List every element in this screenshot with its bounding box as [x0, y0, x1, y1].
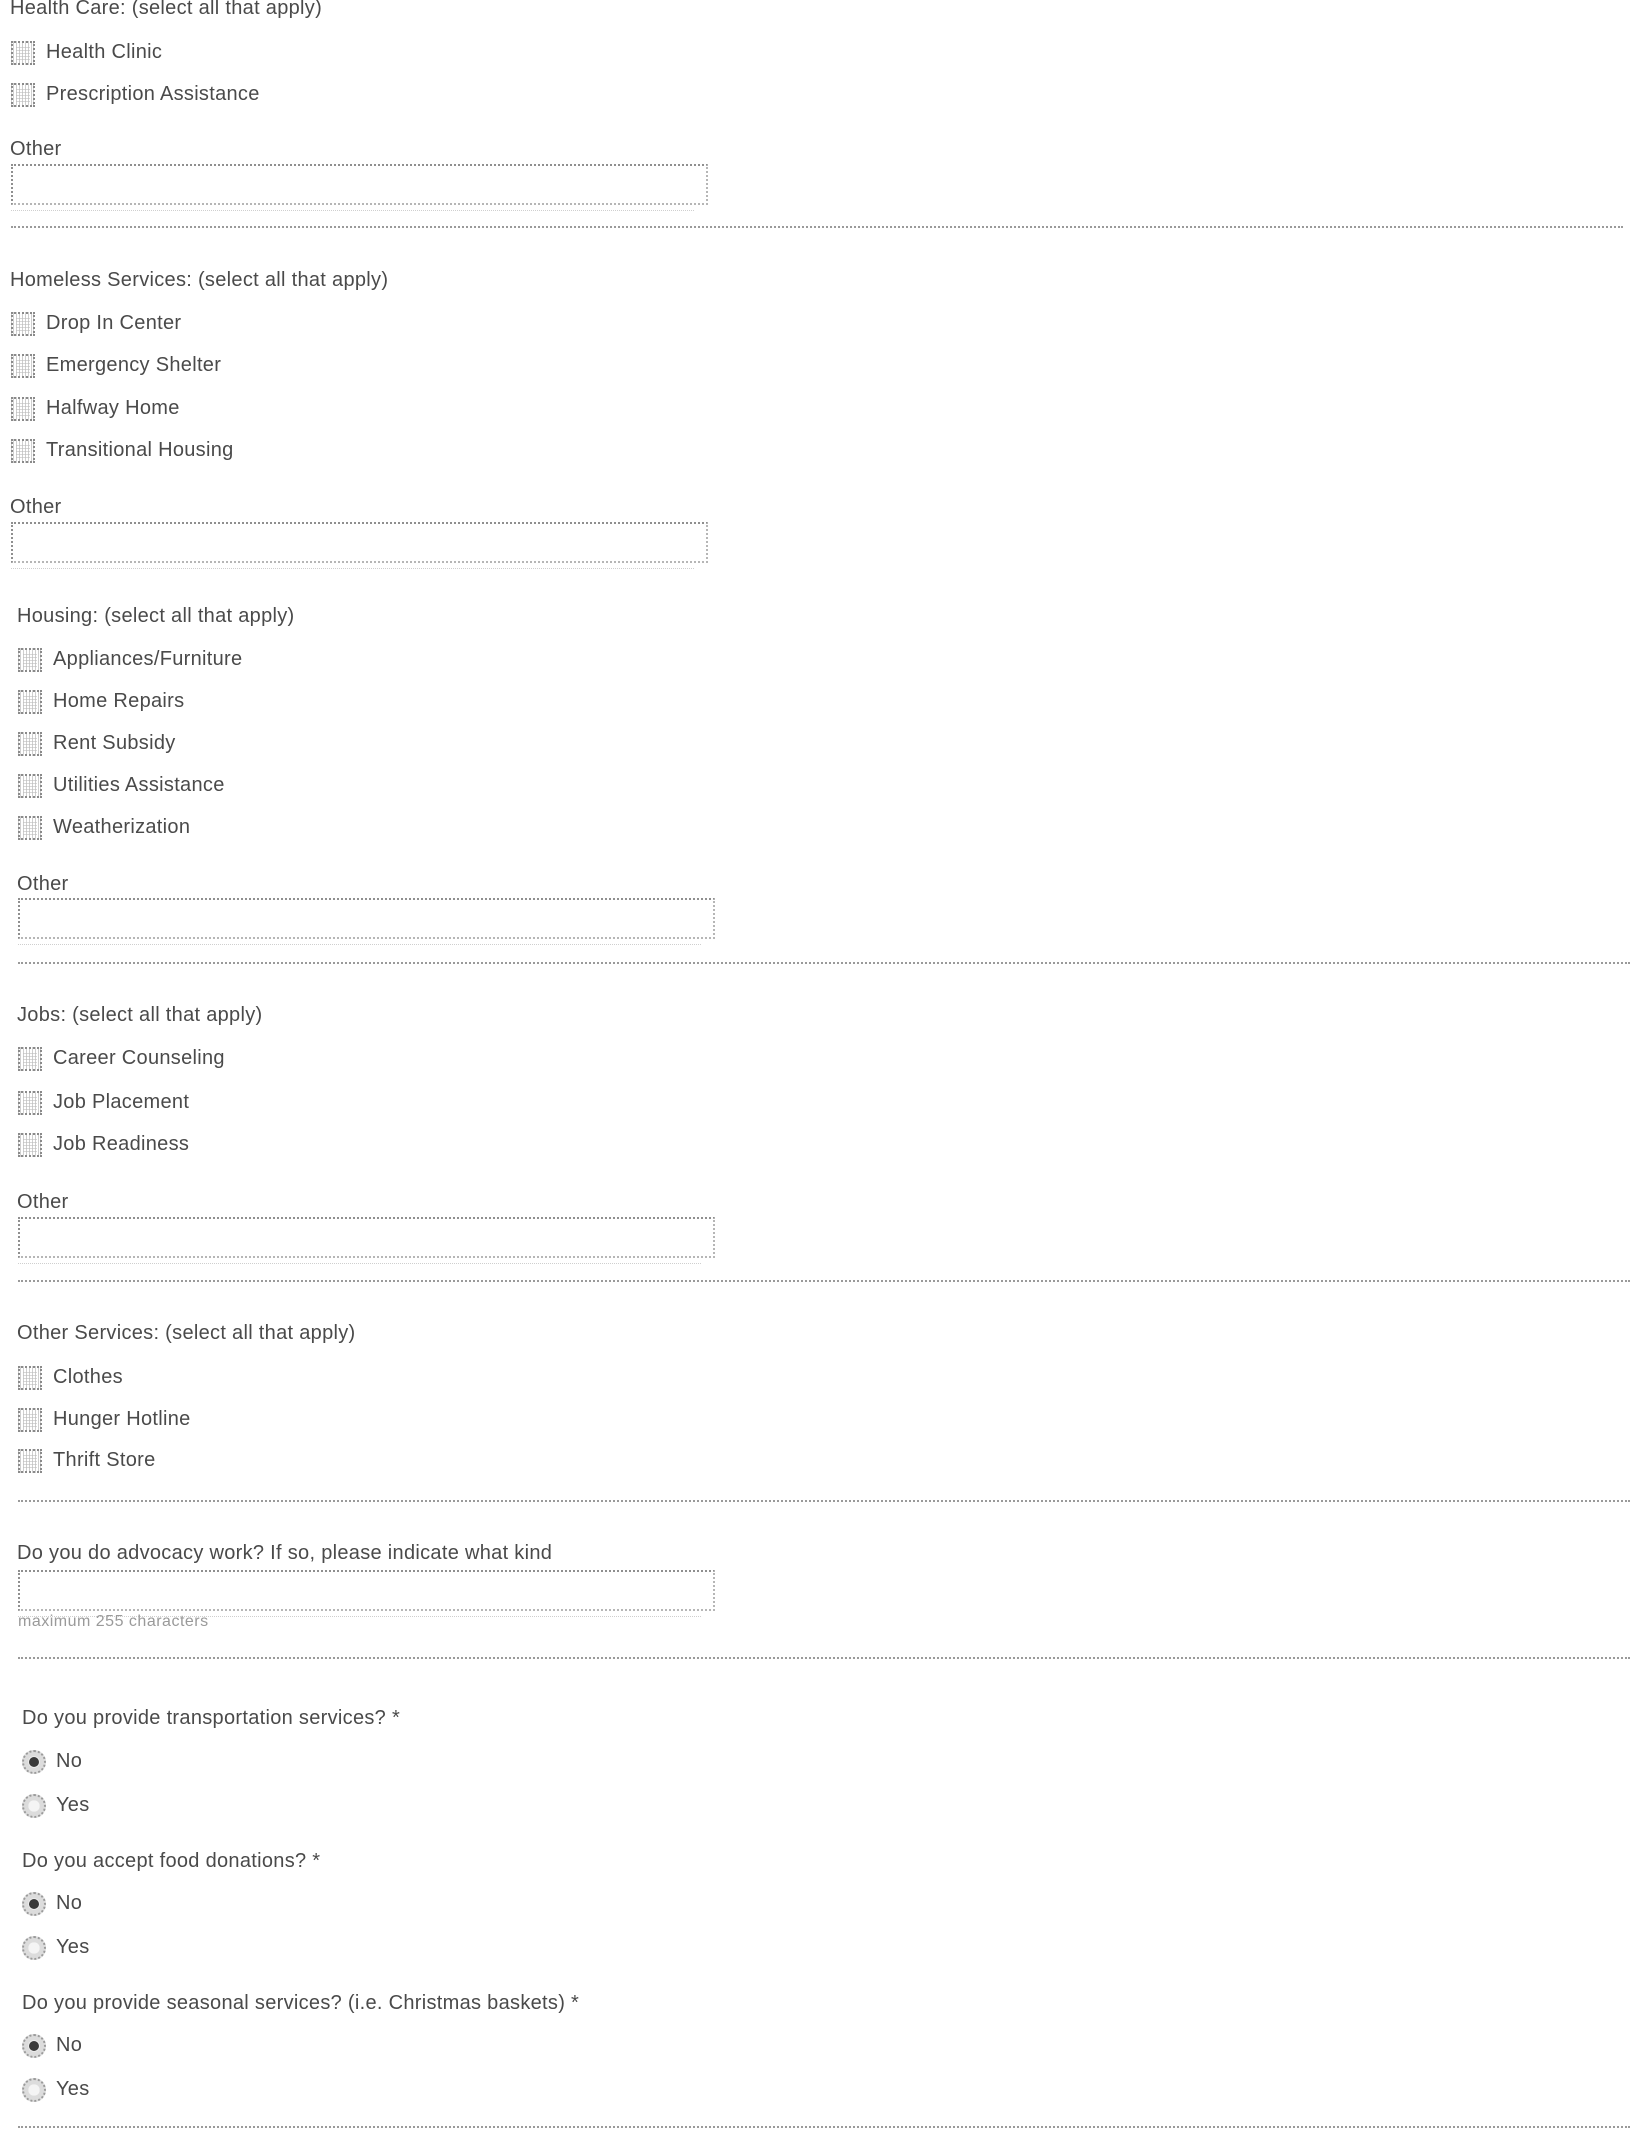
checkbox-utilities-assistance[interactable]: [18, 774, 42, 798]
health-care-heading: Health Care: (select all that apply): [10, 0, 323, 19]
checkbox-home-repairs[interactable]: [18, 690, 42, 714]
option-label-seasonal-yes: Yes: [56, 2078, 90, 2100]
food-donations-question: Do you accept food donations? *: [22, 1850, 321, 1872]
jobs-other-label: Other: [17, 1191, 69, 1213]
homeless-services-heading: Homeless Services: (select all that apply): [10, 269, 389, 291]
option-label-prescription-assistance: Prescription Assistance: [46, 83, 260, 105]
radio-seasonal-yes[interactable]: [22, 2078, 46, 2102]
health-care-other-input[interactable]: [11, 164, 708, 205]
housing-heading: Housing: (select all that apply): [17, 605, 295, 627]
option-label-transitional-housing: Transitional Housing: [46, 439, 234, 461]
housing-other-input[interactable]: [18, 898, 715, 939]
option-label-drop-in-center: Drop In Center: [46, 312, 182, 334]
checkbox-prescription-assistance[interactable]: [11, 83, 35, 107]
checkbox-thrift-store[interactable]: [18, 1449, 42, 1473]
option-label-health-clinic: Health Clinic: [46, 41, 163, 63]
advocacy-character-limit-hint: maximum 255 characters: [18, 1613, 209, 1630]
option-label-seasonal-no: No: [56, 2034, 83, 2056]
radio-seasonal-no[interactable]: [22, 2034, 46, 2058]
section-divider: [18, 1280, 1630, 1282]
checkbox-job-placement[interactable]: [18, 1091, 42, 1115]
option-label-rent-subsidy: Rent Subsidy: [53, 732, 176, 754]
checkbox-career-counseling[interactable]: [18, 1047, 42, 1071]
checkbox-emergency-shelter[interactable]: [11, 354, 35, 378]
health-care-other-label: Other: [10, 138, 62, 160]
option-label-clothes: Clothes: [53, 1366, 123, 1388]
checkbox-transitional-housing[interactable]: [11, 439, 35, 463]
option-label-transportation-no: No: [56, 1750, 83, 1772]
jobs-other-input[interactable]: [18, 1217, 715, 1258]
advocacy-question: Do you do advocacy work? If so, please indicate what kind: [17, 1542, 553, 1564]
option-label-home-repairs: Home Repairs: [53, 690, 185, 712]
option-label-transportation-yes: Yes: [56, 1794, 90, 1816]
radio-food-donations-no[interactable]: [22, 1892, 46, 1916]
option-label-weatherization: Weatherization: [53, 816, 191, 838]
checkbox-appliances-furniture[interactable]: [18, 648, 42, 672]
section-divider: [18, 1500, 1630, 1502]
checkbox-clothes[interactable]: [18, 1366, 42, 1390]
transportation-question: Do you provide transportation services? *: [22, 1707, 401, 1729]
section-divider: [11, 226, 1623, 228]
option-label-career-counseling: Career Counseling: [53, 1047, 225, 1069]
radio-transportation-yes[interactable]: [22, 1794, 46, 1818]
homeless-services-other-input[interactable]: [11, 522, 708, 563]
option-label-job-placement: Job Placement: [53, 1091, 190, 1113]
section-divider: [18, 2126, 1630, 2128]
other-services-heading: Other Services: (select all that apply): [17, 1322, 356, 1344]
advocacy-input[interactable]: [18, 1570, 715, 1611]
checkbox-hunger-hotline[interactable]: [18, 1408, 42, 1432]
option-label-appliances-furniture: Appliances/Furniture: [53, 648, 243, 670]
option-label-food-donations-no: No: [56, 1892, 83, 1914]
radio-food-donations-yes[interactable]: [22, 1936, 46, 1960]
option-label-job-readiness: Job Readiness: [53, 1133, 190, 1155]
jobs-heading: Jobs: (select all that apply): [17, 1004, 263, 1026]
checkbox-weatherization[interactable]: [18, 816, 42, 840]
option-label-emergency-shelter: Emergency Shelter: [46, 354, 222, 376]
checkbox-job-readiness[interactable]: [18, 1133, 42, 1157]
option-label-thrift-store: Thrift Store: [53, 1449, 156, 1471]
option-label-halfway-home: Halfway Home: [46, 397, 180, 419]
checkbox-drop-in-center[interactable]: [11, 312, 35, 336]
radio-transportation-no[interactable]: [22, 1750, 46, 1774]
checkbox-rent-subsidy[interactable]: [18, 732, 42, 756]
checkbox-health-clinic[interactable]: [11, 41, 35, 65]
checkbox-halfway-home[interactable]: [11, 397, 35, 421]
seasonal-question: Do you provide seasonal services? (i.e. Christmas baskets) *: [22, 1992, 580, 2014]
homeless-services-other-label: Other: [10, 496, 62, 518]
section-divider: [18, 962, 1630, 964]
section-divider: [18, 1657, 1630, 1659]
option-label-hunger-hotline: Hunger Hotline: [53, 1408, 191, 1430]
housing-other-label: Other: [17, 873, 69, 895]
option-label-food-donations-yes: Yes: [56, 1936, 90, 1958]
option-label-utilities-assistance: Utilities Assistance: [53, 774, 225, 796]
